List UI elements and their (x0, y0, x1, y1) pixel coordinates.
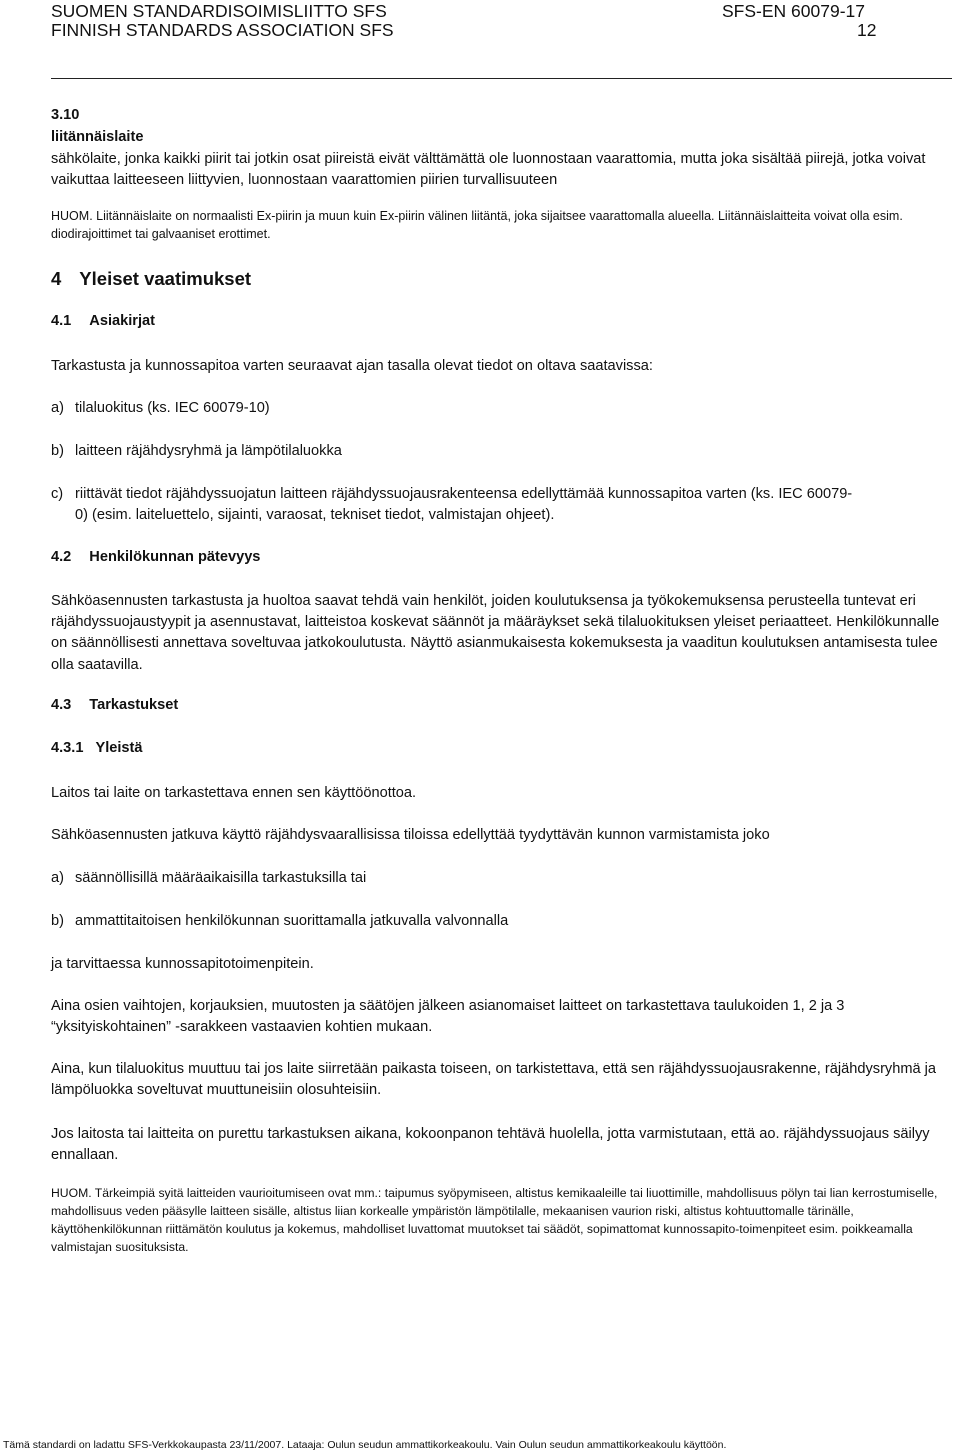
definition-number: 3.10 (51, 107, 80, 123)
section-4-3-1-note: HUOM. Tärkeimpiä syitä laitteiden vaurioitumiseen ovat mm.: taipumus syöpymiseen, altistus kemikaaleille tai liuottimille, mahdollisuus pölyn tai lian kerrostumiselle, mahdollisuus veden pääsylle laitteen sisälle, altistus liian korkealle ympäristön lämpötilalle, mekaanisen vaurion riski, altistus kohtuuttomalle tärinälle, käyttöhenkilökunnan riittämätön koulutus ja kokemus, mahdolliset luvattomat muutokset tai säädöt, sopimattomat kunnossapito-toimenpiteet esim. poikkeamalla valmistajan suosituksista. (51, 1186, 938, 1254)
list-item-text: riittävät tiedot räjähdyssuojatun laitteen räjähdyssuojausrakenteensa edellyttämää kunnossapitoa varten (ks. IEC 60079-0) (esim. laiteluettelo, sijainti, varaosat, tekniset tiedot, valmistajan ohjeet). (75, 486, 853, 524)
list-item-label: c) (51, 486, 64, 502)
paragraph: Jos laitosta tai laitteita on purettu tarkastuksen aikana, kokoonpanon tehtävä huolella, jotta varmistutaan, että ao. räjähdyssuojaus säilyy ennallaan. (51, 1126, 930, 1164)
definition-text: sähkölaite, jonka kaikki piirit tai jotkin osat piireistä eivät välttämättä ole luonnostaan vaarattomia, mutta joka sisältää piirejä, jotka voivat vaikuttaa laitteeseen liittyvien, luonnostaan vaarattomien piirien turvallisuuteen (51, 151, 926, 189)
paragraph: Aina osien vaihtojen, korjauksien, muutosten ja säätöjen jälkeen asianomaiset laitteet on tarkastettava taulukoiden 1, 2 ja 3 “yksityiskohtainen” -sarakkeen vastaavien kohtien mukaan. (51, 998, 845, 1036)
section-4-number: 4 (51, 268, 62, 289)
section-4-2-heading (51, 549, 260, 565)
section-4-2-text: Sähköasennusten tarkastusta ja huoltoa saavat tehdä vain henkilöt, joiden koulutuksensa ja työkokemuksensa perusteella tuntevat eri räjähdyssuojaustyypit ja asennustavat, laitteistoa koskevat säännöt ja määräykset sekä tilaluokituksen yleiset periaatteet. Henkilökunnalle on säännöllisesti annettava soveltuvaa jatkokoulutusta. Näyttö asianmukaisesta kokemuksesta ja vaaditun koulutuksen antamisesta tulee olla saatavilla. (51, 593, 940, 673)
header-org-fi: SUOMEN STANDARDISOIMISLIITTO SFS (51, 1, 387, 21)
list-item-label: b) (51, 913, 64, 929)
section-4-heading (51, 268, 251, 290)
definition-term: liitännäislaite (51, 129, 144, 145)
list-item (51, 398, 952, 419)
header-page-number: 12 (857, 20, 877, 40)
list-item-label: b) (51, 443, 64, 459)
list-item-text: säännöllisillä määräaikaisilla tarkastuksilla tai (75, 870, 367, 886)
list-item-label: a) (51, 400, 64, 416)
section-4-3-heading (51, 697, 178, 713)
list-item-text: tilaluokitus (ks. IEC 60079-10) (75, 400, 270, 416)
list-item-text: laitteen räjähdysryhmä ja lämpötilaluokka (75, 443, 342, 459)
header-rule (51, 78, 952, 79)
section-4-3-1-number: 4.3.1 (51, 740, 84, 756)
section-4-3-title: Tarkastukset (89, 697, 179, 713)
section-4-2-number: 4.2 (51, 549, 72, 565)
header-doc-id: SFS-EN 60079-17 (722, 1, 865, 21)
definition-note: HUOM. Liitännäislaite on normaalisti Ex-piirin ja muun kuin Ex-piirin välinen liitäntä, joka sijaitsee vaarattomalla alueella. Liitännäislaitteita voivat olla esim. diodirajoittimet tai galvaaniset erottimet. (51, 209, 903, 241)
list-item (51, 868, 952, 889)
list-item (51, 911, 952, 932)
section-4-1-number: 4.1 (51, 313, 72, 329)
section-4-title: Yleiset vaatimukset (79, 268, 252, 289)
list-item (51, 484, 860, 526)
paragraph: ja tarvittaessa kunnossapitotoimenpitein. (51, 956, 314, 972)
section-4-1-title: Asiakirjat (89, 313, 156, 329)
list-item (51, 441, 952, 462)
list-item-label: a) (51, 870, 64, 886)
paragraph: Laitos tai laite on tarkastettava ennen sen käyttöönottoa. (51, 785, 417, 801)
section-4-3-1-heading (51, 740, 143, 756)
footer-download-notice: Tämä standardi on ladattu SFS-Verkkokaupasta 23/11/2007. Lataaja: Oulun seudun ammattikorkeakoulu. Vain Oulun seudun ammattikorkeakoulu käyttöön. (3, 1439, 727, 1451)
section-4-3-number: 4.3 (51, 697, 72, 713)
section-4-2-title: Henkilökunnan pätevyys (89, 549, 261, 565)
section-4-1-heading (51, 313, 155, 329)
header-org-en: FINNISH STANDARDS ASSOCIATION SFS (51, 20, 394, 40)
section-4-3-1-title: Yleistä (95, 740, 143, 756)
paragraph: Aina, kun tilaluokitus muuttuu tai jos laite siirretään paikasta toiseen, on tarkistettava, että sen räjähdyssuojausrakenne, räjähdysryhmä ja lämpöluokka soveltuvat muuttuneisiin olosuhteisiin. (51, 1061, 937, 1099)
paragraph: Sähköasennusten jatkuva käyttö räjähdysvaarallisissa tiloissa edellyttää tyydyttävän kunnon varmistamista joko (51, 827, 770, 843)
section-4-1-intro: Tarkastusta ja kunnossapitoa varten seuraavat ajan tasalla olevat tiedot on oltava saatavissa: (51, 358, 653, 374)
list-item-text: ammattitaitoisen henkilökunnan suorittamalla jatkuvalla valvonnalla (75, 913, 509, 929)
